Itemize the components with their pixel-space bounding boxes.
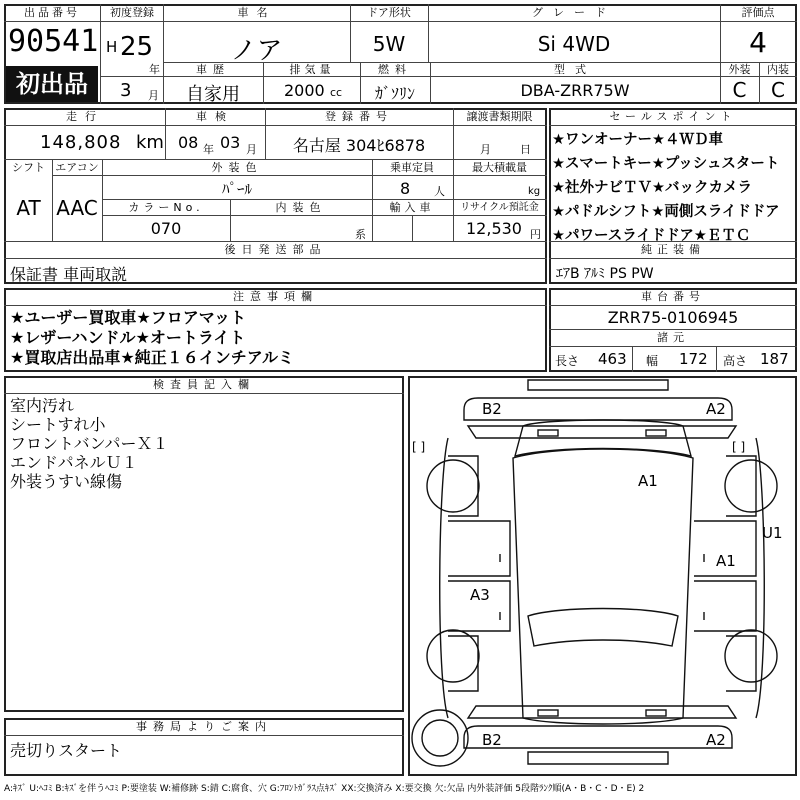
mark-a3-side: A3 <box>470 586 490 604</box>
width-value: 172 <box>679 350 708 368</box>
office-title: 事務局よりご案内 <box>136 720 272 733</box>
ext-color-label: 外装色 <box>211 161 263 174</box>
equipment-value: ｴｱB ｱﾙﾐ PS PW <box>556 266 654 282</box>
year-unit: 年 <box>149 63 160 76</box>
rear-section <box>468 706 736 718</box>
displacement-label: 排気量 <box>289 63 335 76</box>
inspection-year-unit: 年 <box>203 143 214 156</box>
exterior-grade: C <box>732 78 747 102</box>
front-top-outline <box>464 398 732 420</box>
mileage-unit: km <box>136 132 164 153</box>
grade-value: Si 4WD <box>537 32 611 56</box>
registration-label: 登録番号 <box>325 110 393 123</box>
car-name-label: 車名 <box>237 6 276 19</box>
length-value: 463 <box>598 350 627 368</box>
spare-wheel <box>412 710 468 766</box>
mark-a1-side: A1 <box>716 552 736 570</box>
month-value: 3 <box>120 80 132 101</box>
capacity-label: 乗車定員 <box>390 161 434 174</box>
mark-b2-top: B2 <box>482 400 502 418</box>
selling-point-line: ★スマートキー★プッシュスタート <box>552 156 780 172</box>
door-value: 5W <box>372 32 406 56</box>
first-listing-badge <box>6 66 98 102</box>
interior-grade-label: 内装 <box>767 63 789 76</box>
spare-wheel-inner <box>422 720 458 756</box>
rear-left-wheel <box>427 630 479 682</box>
era-letter: H <box>106 38 118 56</box>
chassis-title: 車台番号 <box>641 290 705 303</box>
note-line: ★ユーザー買取車★フロアマット <box>10 308 247 327</box>
front-bumper-outline <box>528 380 668 390</box>
left-rear-quarter <box>448 636 478 691</box>
accessories-value: 保証書 車両取説 <box>10 265 128 284</box>
width-label: 幅 <box>646 354 659 368</box>
rear-top-outline <box>464 726 732 748</box>
bracket-right: [ ] <box>732 440 746 454</box>
office-value: 売切りスタート <box>10 741 123 760</box>
exterior-grade-label: 外装 <box>728 63 751 76</box>
grade-label: グレード <box>532 6 616 19</box>
int-color-unit: 系 <box>355 228 366 241</box>
inspector-line: エンドパネルＵ１ <box>10 453 138 472</box>
mark-u1-side: U1 <box>762 524 783 542</box>
front-section <box>468 426 736 438</box>
registration-value: 名古屋 304ﾋ6878 <box>292 136 426 155</box>
interior-grade: C <box>771 78 785 102</box>
inspector-list <box>10 396 169 491</box>
body-right-outline <box>756 438 764 718</box>
mark-a1-roof: A1 <box>638 472 658 490</box>
first-reg-label: 初度登録 <box>110 6 154 19</box>
car-damage-diagram <box>408 376 797 776</box>
right-front-fender <box>726 456 756 516</box>
import-label: 輸入車 <box>389 201 435 214</box>
mileage-label: 走行 <box>66 110 104 123</box>
recycle-label: リサイクル預託金 <box>460 202 539 213</box>
mark-a2-top: A2 <box>706 400 726 418</box>
lot-label: 出品番号 <box>24 6 80 19</box>
shift-label: シフト <box>12 161 45 174</box>
recycle-value: 12,530 <box>466 219 522 238</box>
transfer-month-unit: 月 <box>480 143 491 156</box>
model-value: DBA-ZRR75W <box>520 81 630 100</box>
inspection-label: 車検 <box>196 110 234 123</box>
left-front-door <box>448 521 510 576</box>
inspection-year: 08 <box>178 133 199 152</box>
max-load-unit: kg <box>528 186 541 197</box>
rear-glass-outline <box>528 609 678 647</box>
notes-title: 注意事項欄 <box>233 290 318 303</box>
front-left-lamp <box>538 430 558 436</box>
door-label: ドア形状 <box>367 6 411 19</box>
fuel-label: 燃料 <box>378 63 412 76</box>
ext-color-value: ﾊﾟｰﾙ <box>221 180 252 198</box>
bracket-left: [ ] <box>412 440 426 454</box>
shift-value: AT <box>16 196 41 220</box>
model-label: 型式 <box>554 63 596 76</box>
car-name: ノア <box>230 36 283 66</box>
score-value: 4 <box>749 26 767 59</box>
mark-a2-bottom: A2 <box>706 731 726 749</box>
selling-point-line: ★パワースライドドア★ＥＴＣ <box>552 228 751 244</box>
roof-outline <box>513 449 693 724</box>
selling-points-list <box>552 128 796 248</box>
fuel-value: ｶﾞｿﾘﾝ <box>374 84 415 103</box>
inspector-line: シートすれ小 <box>10 415 106 434</box>
int-color-label: 内装色 <box>275 201 327 214</box>
rear-left-lamp <box>538 710 558 716</box>
dims-title: 諸元 <box>657 331 689 344</box>
left-front-fender <box>448 456 478 516</box>
aircon-value: AAC <box>56 196 98 220</box>
mileage-value: 148,808 <box>40 132 122 153</box>
legend: A:ｷｽﾞ U:ﾍｺﾐ B:ｷｽﾞを伴うﾍｺﾐ P:要塗装 W:補修跡 S:錆 C:腐食、穴 G:ﾌﾛﾝﾄｶﾞﾗｽ点ｷｽﾞ XX:交換済み X:要交換 欠:欠品 内外装評価 5段階ﾗﾝｸ順(A・B・C・D・E) 2 <box>4 784 645 794</box>
mark-b2-bottom: B2 <box>482 731 502 749</box>
capacity-value: 8 <box>400 179 411 198</box>
month-unit: 月 <box>148 89 159 102</box>
front-right-wheel <box>725 460 777 512</box>
notes-list <box>10 308 294 368</box>
height-value: 187 <box>760 350 789 368</box>
body-left-outline <box>440 438 448 718</box>
height-label: 高さ <box>723 354 748 368</box>
right-rear-door <box>694 581 756 631</box>
aircon-label: エアコン <box>55 161 99 174</box>
selling-point-line: ★ワンオーナー★４ＷＤ車 <box>552 132 723 148</box>
score-label: 評価点 <box>741 6 775 19</box>
max-load-label: 最大積載量 <box>472 161 527 174</box>
inspector-line: 室内汚れ <box>10 396 75 415</box>
inspector-line: フロントバンパーＸ１ <box>10 434 169 453</box>
note-line: ★レザーハンドル★オートライト <box>10 328 246 347</box>
front-left-wheel <box>427 460 479 512</box>
era-year: 25 <box>120 32 154 62</box>
right-rear-quarter <box>726 636 756 691</box>
transfer-label: 譲渡書類期限 <box>466 110 533 123</box>
displacement-value: 2000 <box>284 81 325 100</box>
length-label: 長さ <box>555 354 580 368</box>
inspector-title: 検査員記入欄 <box>153 378 255 391</box>
transfer-day-unit: 日 <box>520 143 531 156</box>
selling-point-line: ★社外ナビＴＶ★バックカメラ <box>552 180 752 196</box>
displacement-unit: cc <box>330 86 343 99</box>
inspection-month: 03 <box>220 133 241 152</box>
lot-number: 90541 <box>8 24 98 59</box>
note-line: ★買取店出品車★純正１６インチアルミ <box>10 348 295 367</box>
chassis-value: ZRR75-0106945 <box>607 308 739 327</box>
rear-bumper-outline <box>528 752 668 764</box>
selling-point-line: ★パドルシフト★両側スライドドア <box>552 204 780 220</box>
history-label: 車歴 <box>196 63 230 76</box>
accessories-title: 後日発送部品 <box>224 243 327 256</box>
history-value: 自家用 <box>186 84 240 105</box>
equipment-title: 純正装備 <box>641 243 705 256</box>
first-listing-text: 初出品 <box>16 70 88 98</box>
rear-right-wheel <box>725 630 777 682</box>
inspector-line: 外装うすい線傷 <box>10 472 123 491</box>
selling-points-title: セールスポイント <box>609 110 737 123</box>
recycle-unit: 円 <box>530 228 541 241</box>
capacity-unit: 人 <box>434 185 445 198</box>
color-no-value: 070 <box>150 219 182 238</box>
color-no-label: カラーNo. <box>128 201 204 214</box>
inspection-month-unit: 月 <box>246 143 257 156</box>
rear-right-lamp <box>646 710 666 716</box>
front-right-lamp <box>646 430 666 436</box>
